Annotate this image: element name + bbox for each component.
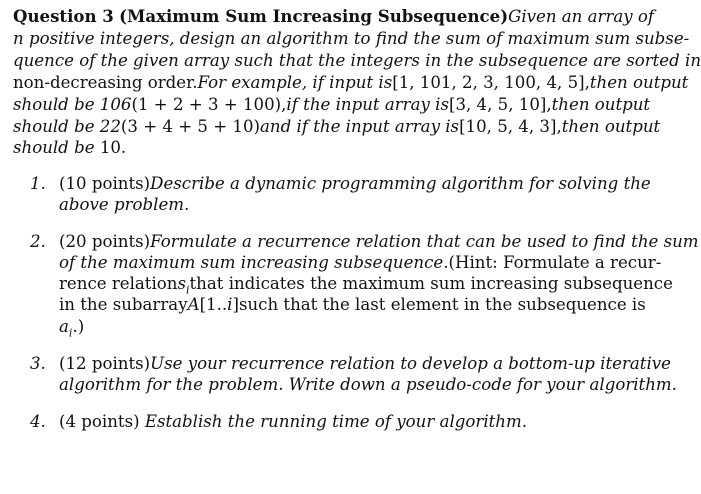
item-1-number: 1.: [30, 174, 46, 193]
item-2-points: (20 points): [59, 232, 151, 251]
item-2-text-2b: (Hint: Formulate a recur-: [448, 253, 662, 272]
intro-text-4d: then output: [589, 73, 689, 92]
item-2-symbol-s: s: [177, 274, 186, 293]
intro-text-6e: then output: [561, 117, 661, 136]
item-4-number: 4.: [30, 412, 46, 431]
intro-line-7: [13, 137, 126, 158]
intro-line-4: [13, 72, 689, 93]
item-2-line-2: [59, 252, 662, 273]
intro-text-4a: non-decreasing order.: [13, 73, 198, 92]
item-3-line-1: [59, 353, 671, 374]
item-4-line-1: [59, 411, 527, 432]
item-1-points: (10 points): [59, 174, 151, 193]
item-3-number: 3.: [30, 354, 46, 373]
item-3-text-2: algorithm for the problem. Write down a pseudo-code for your algorithm.: [59, 375, 677, 394]
item-2-text-3a: rence relation: [59, 274, 178, 293]
intro-text-6d: [10, 5, 4, 3],: [459, 117, 562, 136]
item-1-line-1: [59, 173, 651, 194]
intro-text-6c: and if the input array is: [260, 117, 460, 136]
question-title: (Maximum Sum Increasing Subsequence): [119, 6, 509, 26]
intro-text-1: Given an array of: [508, 7, 655, 26]
item-2-line-1: [59, 231, 699, 252]
item-2-subscript-i: i: [185, 283, 190, 297]
question-label: Question 3: [13, 6, 114, 26]
question-heading-line: [13, 6, 655, 27]
intro-text-3: quence of the given array such that the integers in the subsequence are sorted in: [13, 51, 701, 70]
item-2-line-5: [59, 316, 84, 343]
intro-text-6b: (3 + 4 + 5 + 10): [120, 117, 261, 136]
intro-line-6: [13, 116, 661, 137]
intro-text-5a: should be 106: [13, 95, 132, 114]
intro-text-4b: For example, if input is: [197, 73, 393, 92]
item-4-text-1: Establish the running time of your algorithm.: [144, 412, 527, 431]
item-3-line-2: [59, 374, 677, 395]
item-2-range-i: i: [227, 295, 233, 314]
item-3-points: (12 points): [59, 354, 151, 373]
intro-text-2: n positive integers, design an algorithm to find the sum of maximum sum subse-: [13, 29, 690, 48]
item-2-text-3d: that indicates the maximum sum increasing subsequence: [189, 274, 673, 293]
intro-text-5d: [3, 4, 5, 10],: [448, 95, 552, 114]
intro-line-3: [13, 50, 701, 71]
item-2-text-1: Formulate a recurrence relation that can be used to find the sum: [150, 232, 699, 251]
item-2-text-2a: of the maximum sum increasing subsequence.: [59, 253, 449, 272]
intro-text-5b: (1 + 2 + 3 + 100),: [131, 95, 287, 114]
intro-text-7a: should be: [13, 138, 95, 157]
intro-line-2: [13, 28, 690, 49]
item-4-points: (4 points): [59, 412, 140, 431]
intro-line-5: [13, 94, 649, 115]
item-1-text-2: above problem.: [59, 195, 190, 214]
item-2-text-4f: such that the last element in the subsequence is: [238, 295, 646, 314]
intro-text-4c: [1, 101, 2, 3, 100, 4, 5],: [392, 73, 590, 92]
item-2-subscript-ai: i: [68, 326, 73, 340]
item-2-symbol-a: a: [59, 317, 69, 336]
item-2-line-4: [59, 294, 646, 315]
item-2-symbol-A: A: [187, 295, 200, 314]
item-2-range-close: ]: [232, 295, 239, 314]
item-2-number: 2.: [30, 232, 46, 251]
intro-text-5c: if the input array is: [286, 95, 449, 114]
intro-text-6a: should be 22: [13, 117, 121, 136]
item-2-close: .): [72, 317, 85, 336]
item-2-text-4a: in the subarray: [59, 295, 188, 314]
item-3-text-1: Use your recurrence relation to develop a bottom-up iterative: [150, 354, 671, 373]
item-2-range-open: [1..: [199, 295, 228, 314]
intro-text-7b: 10.: [99, 138, 127, 157]
item-1-text-1: Describe a dynamic programming algorithm for solving the: [150, 174, 651, 193]
intro-text-5e: then output: [551, 95, 651, 114]
